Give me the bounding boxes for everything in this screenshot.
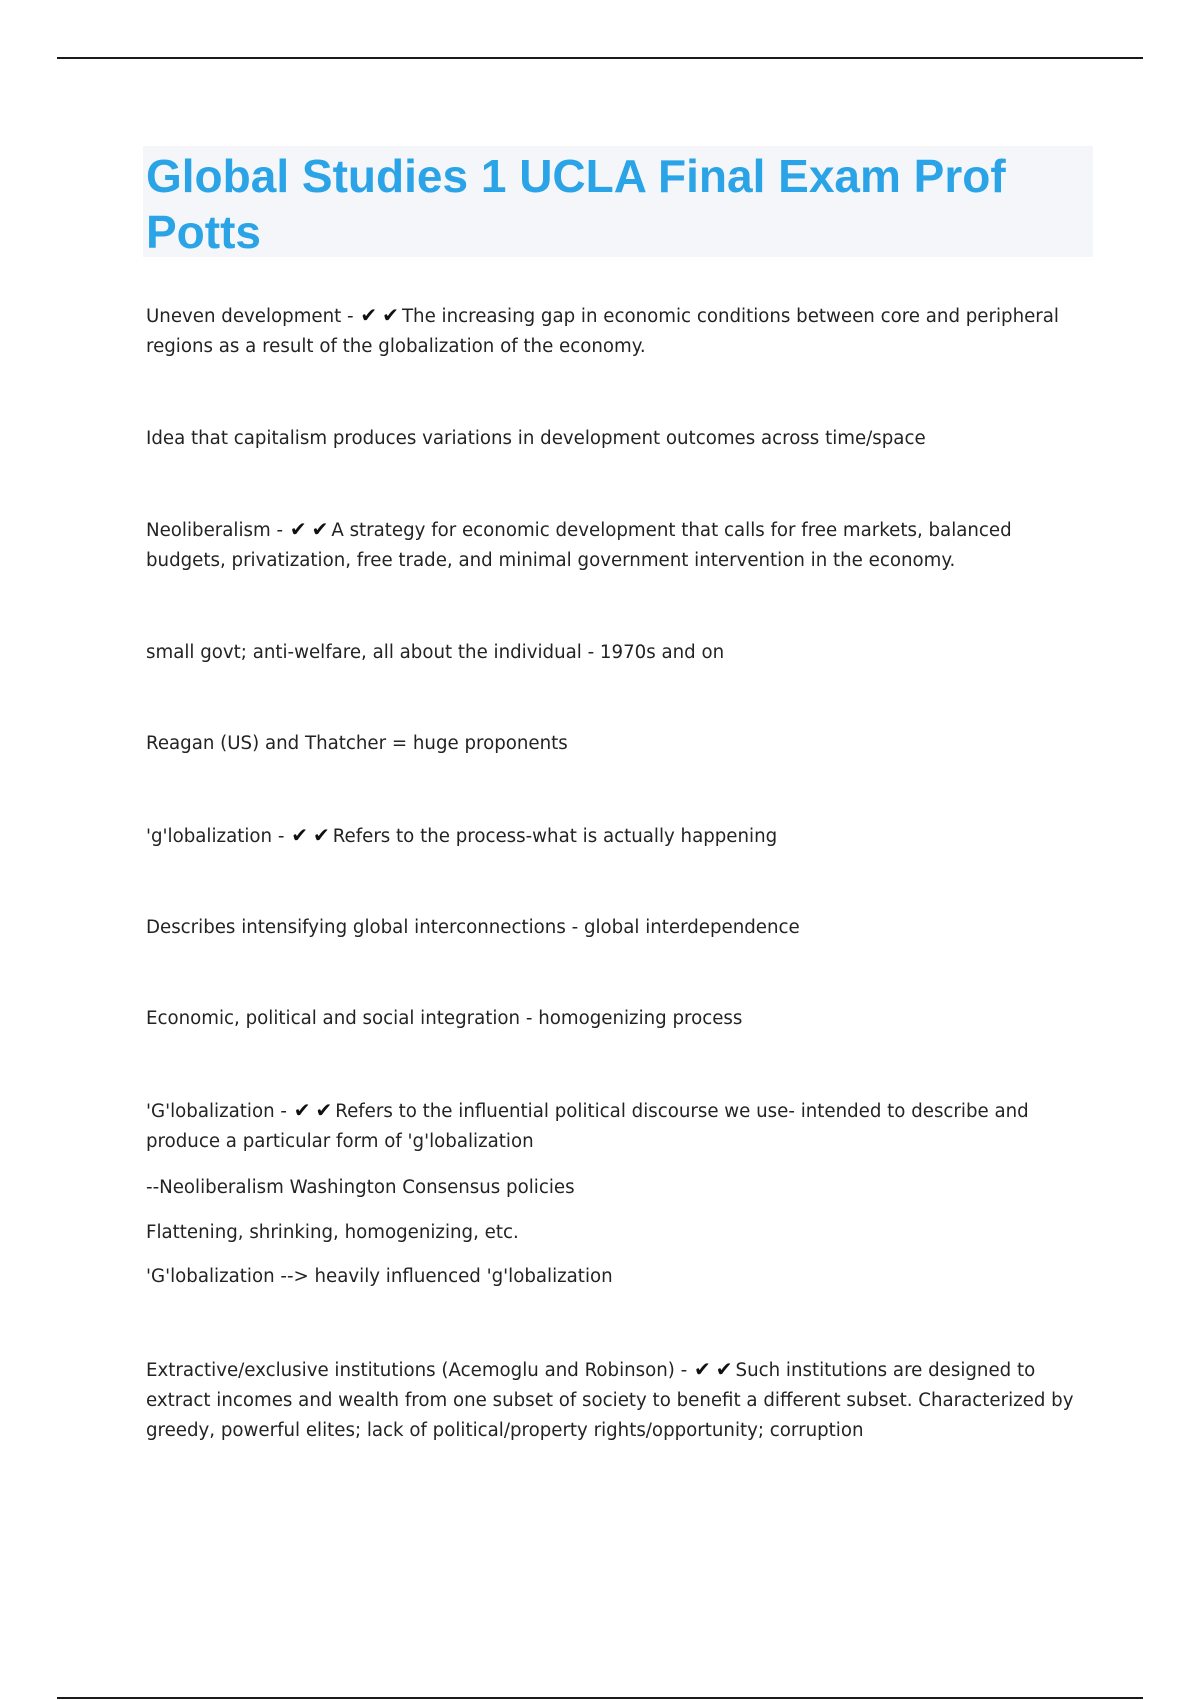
checkmark-icon: ✔ bbox=[312, 823, 330, 847]
flashcard-lowercase-globalization bbox=[146, 822, 1086, 852]
term: Extractive/exclusive institutions (Acemoglu and Robinson) - bbox=[146, 1360, 694, 1381]
note-integration: Economic, political and social integration - homogenizing process bbox=[146, 1008, 743, 1029]
note-capitalism-variations: Idea that capitalism produces variations in development outcomes across time/space bbox=[146, 428, 926, 449]
checkmark-icon: ✔ bbox=[694, 1357, 711, 1381]
term: 'g'lobalization - bbox=[146, 826, 291, 847]
flashcard-uppercase-globalization bbox=[146, 1097, 1086, 1157]
flashcard-uneven-development bbox=[146, 302, 1086, 362]
checkmark-icon: ✔ bbox=[315, 1098, 333, 1122]
bottom-rule bbox=[57, 1697, 1143, 1699]
definition: The increasing gap in economic conditions between core and peripheral regions as a result of the globalization of the economy. bbox=[146, 306, 1059, 357]
checkmark-icon: ✔ bbox=[293, 1098, 311, 1122]
checkmark-icon: ✔ bbox=[360, 303, 378, 327]
flashcard-extractive-institutions bbox=[146, 1356, 1086, 1446]
checkmark-icon: ✔ bbox=[311, 517, 329, 541]
note-flattening: Flattening, shrinking, homogenizing, etc. bbox=[146, 1222, 519, 1243]
checkmark-icon: ✔ bbox=[715, 1357, 733, 1381]
checkmark-icon: ✔ bbox=[382, 303, 399, 327]
note-global-interconnections: Describes intensifying global interconnections - global interdependence bbox=[146, 917, 800, 938]
note-washington-consensus: --Neoliberalism Washington Consensus policies bbox=[146, 1177, 575, 1198]
top-rule bbox=[57, 57, 1143, 59]
note-influence: 'G'lobalization --> heavily influenced 'g'lobalization bbox=[146, 1266, 613, 1287]
term: Uneven development - bbox=[146, 306, 360, 327]
checkmark-icon: ✔ bbox=[291, 823, 308, 847]
title-banner bbox=[143, 146, 1093, 257]
term: Neoliberalism - bbox=[146, 520, 289, 541]
definition: Such institutions are designed to extract incomes and wealth from one subset of society to benefit a different subset. Characterized by greedy, powerful elites; lack of political/property rights/opportunity; corruption bbox=[146, 1360, 1074, 1441]
note-reagan-thatcher: Reagan (US) and Thatcher = huge proponents bbox=[146, 733, 568, 754]
note-small-govt: small govt; anti-welfare, all about the individual - 1970s and on bbox=[146, 642, 725, 663]
flashcard-neoliberalism bbox=[146, 516, 1086, 576]
document-title: Global Studies 1 UCLA Final Exam Prof Potts bbox=[146, 150, 1006, 258]
definition: Refers to the influential political discourse we use- intended to describe and produce a particular form of 'g'lobalization bbox=[146, 1101, 1029, 1152]
checkmark-icon: ✔ bbox=[289, 517, 307, 541]
term: 'G'lobalization - bbox=[146, 1101, 293, 1122]
definition: A strategy for economic development that calls for free markets, balanced budgets, privatization, free trade, and minimal government intervention in the economy. bbox=[146, 520, 1012, 571]
definition: Refers to the process-what is actually happening bbox=[332, 826, 778, 847]
